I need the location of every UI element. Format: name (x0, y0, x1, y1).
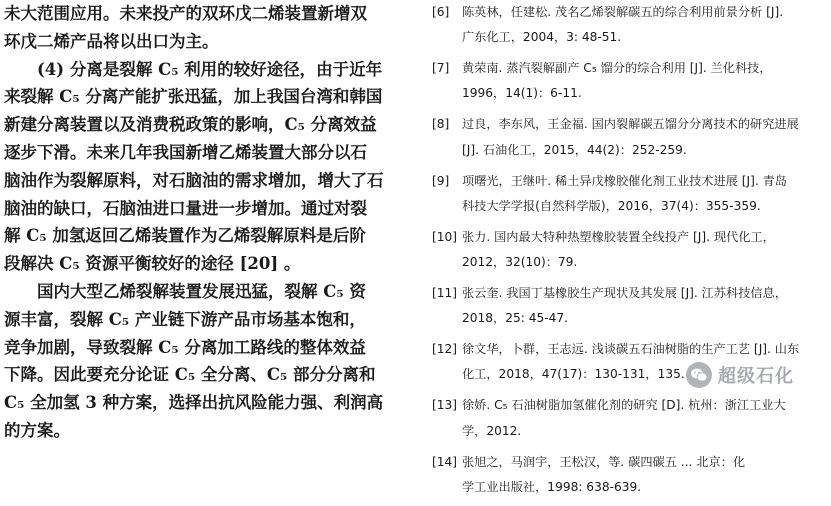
reference-number: [7] (432, 61, 450, 76)
paragraph: 国内大型乙烯裂解装置发展迅猛，裂解 C₅ 资 源丰富，裂解 C₅ 产业链下游产品市场基本饱和， 竞争加剧，导致裂解 C₅ 分离加工路线的整体效益 下降。因此要充分论证 C₅ 全分离、C₅ 部分分离和 C₅ 全加氢 3 种方案，选择出抗风险能力强、利润高 的方案。 (4, 281, 384, 440)
reference-list (432, 0, 824, 506)
paragraph: (4) 分离是裂解 C₅ 利用的较好途径，由于近年 来裂解 C₅ 分离产能扩张迅猛，加上我国台湾和韩国 新建分离装置以及消费税政策的影响，C₅ 分离效益 逐步下滑。未来几年我国新增乙烯装置大部分以石 脑油作为裂解原料，对石脑油的需求增加，增大了石 脑油的缺口，石脑油进口量进一步增加。通过对裂 解 C₅ 加氢返回乙烯装置作为乙烯裂解原料是后阶 段解决 C₅ 资源平衡较好的途径 [20] 。 (4, 59, 384, 274)
watermark (686, 358, 831, 392)
left-column (4, 0, 400, 445)
reference-item (432, 112, 824, 162)
reference-number: [10] (432, 229, 458, 244)
reference-number: [12] (432, 342, 458, 357)
reference-number: [11] (432, 286, 458, 301)
reference-item (432, 393, 824, 443)
reference-text: 张力. 国内最大特种热塑橡胶装置全线投产 [J]. 现代化工， 2012，32(10)：79. (462, 229, 775, 270)
reference-text: 项曙光，王继叶. 稀土异戊橡胶催化剂工业技术进展 [J]. 青岛 科技大学学报(自然科学版)，2016，37(4)：355-359. (462, 173, 787, 213)
reference-number: [8] (432, 117, 450, 132)
reference-item (432, 0, 824, 50)
reference-item (432, 450, 824, 500)
wechat-icon (686, 362, 712, 388)
reference-text: 张云奎. 我国丁基橡胶生产现状及其发展 [J]. 江苏科技信息， 2018，25: 45-47. (462, 286, 787, 326)
reference-item (432, 56, 824, 106)
reference-text: 徐娇. C₅ 石油树脂加氢催化剂的研究 [D]. 杭州：浙江工业大 学，2012. (462, 398, 786, 438)
reference-number: [13] (432, 398, 458, 413)
reference-number: [6] (432, 5, 450, 19)
reference-item (432, 281, 824, 331)
reference-text: 陈英林，任建松. 茂名乙烯裂解碳五的综合利用前景分析 [J]. 广东化工，2004，3: 48-51. (462, 5, 784, 45)
reference-number: [14] (432, 454, 458, 469)
reference-text: 过良，李东风，王金福. 国内裂解碳五馏分分离技术的研究进展 [J]. 石油化工，2015，44(2)：252-259. (462, 117, 799, 157)
paragraph: 未大范围应用。未来投产的双环戊二烯装置新增双 环戊二烯产品将以出口为主。 (4, 4, 367, 51)
reference-number: [9] (432, 173, 450, 188)
reference-item (432, 169, 824, 219)
reference-item (432, 225, 824, 275)
reference-text: 黄荣南. 蒸汽裂解副产 C₅ 馏分的综合利用 [J]. 兰化科技， 1996，14(1)：6-11. (462, 61, 772, 101)
reference-text: 徐文华，卜群，王志远. 浅谈碳五石油树脂的生产工艺 [J]. 山东 化工，2018，47(17)：130-131，135. (462, 342, 800, 382)
watermark-text: 超级石化 (718, 366, 794, 387)
reference-text: 张旭之，马润宇，王松汉，等. 碳四碳五 ... 北京：化 学工业出版社，1998: 638-639. (462, 454, 746, 494)
